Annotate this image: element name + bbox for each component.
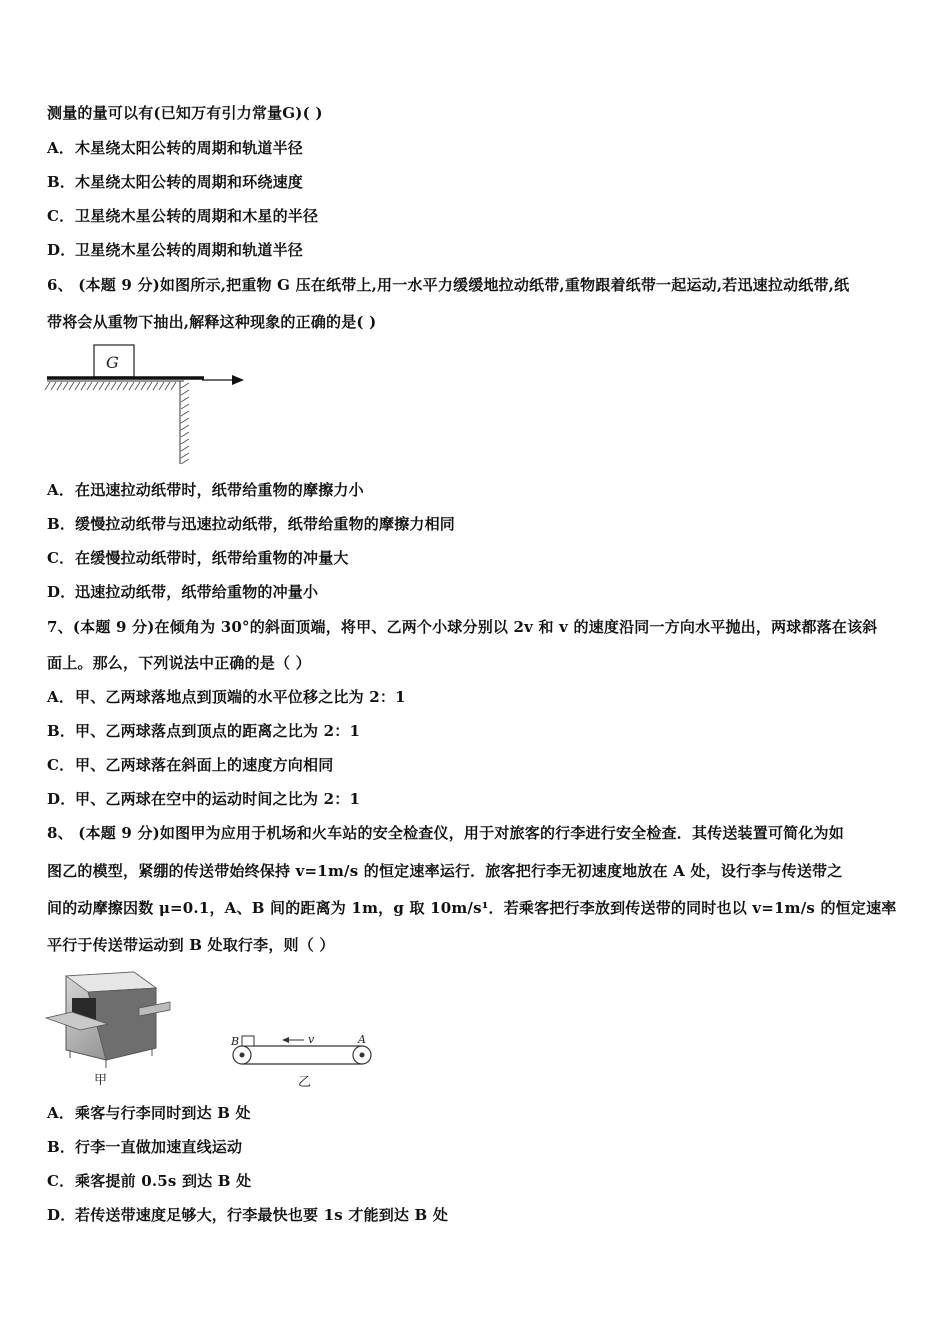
right-roller-axle	[360, 1053, 365, 1058]
option-text: 甲、乙两球落地点到顶端的水平位移之比为 2：1	[75, 688, 406, 706]
q6-figure-paper-strip	[44, 340, 254, 468]
q8-option-b	[47, 1136, 242, 1157]
q5-option-c	[47, 205, 318, 226]
luggage-box	[242, 1036, 254, 1046]
q7-option-d	[47, 788, 360, 809]
option-letter: B．	[47, 722, 76, 740]
q7-option-c	[47, 754, 333, 775]
option-letter: B．	[47, 1138, 76, 1156]
option-letter: C．	[47, 756, 75, 774]
pull-arrow-head	[232, 375, 244, 385]
option-letter: C．	[47, 207, 75, 225]
option-text: 在迅速拉动纸带时，纸带给重物的摩擦力小	[75, 481, 364, 499]
option-text: 卫星绕木星公转的周期和木星的半径	[75, 207, 319, 225]
q6-stem-line2: 带将会从重物下抽出,解释这种现象的正确的是( )	[47, 313, 377, 331]
option-letter: D．	[47, 1206, 76, 1224]
option-letter: B．	[47, 173, 76, 191]
option-text: 乘客与行李同时到达 B 处	[75, 1104, 251, 1122]
q6-option-a	[47, 479, 364, 500]
option-text: 行李一直做加速直线运动	[75, 1138, 243, 1156]
option-letter: C．	[47, 1172, 75, 1190]
q5-option-d	[47, 239, 303, 260]
option-letter: D．	[47, 790, 76, 808]
q8-option-d	[47, 1204, 448, 1225]
q6-stem-line1: 6、 (本题 9 分)如图所示,把重物 G 压在纸带上,用一水平力缓缓地拉动纸带,重物跟着纸带一起运动,若迅速拉动纸带,纸	[47, 276, 850, 294]
fig-jia-label: 甲	[94, 1073, 108, 1088]
velocity-arrow-head	[282, 1037, 289, 1043]
option-text: 缓慢拉动纸带与迅速拉动纸带，纸带给重物的摩擦力相同	[75, 515, 456, 533]
table-edge-hatch	[181, 383, 189, 464]
q8-figure-yi-conveyor	[228, 1028, 378, 1092]
q7-option-a	[47, 686, 406, 707]
option-letter: A．	[47, 481, 75, 499]
option-letter: B．	[47, 515, 76, 533]
q7-stem-line2: 面上。那么，下列说法中正确的是（ ）	[47, 654, 311, 672]
q5-option-b	[47, 171, 303, 192]
option-text: 若传送带速度足够大，行李最快也要 1s 才能到达 B 处	[75, 1206, 449, 1224]
option-letter: A．	[47, 139, 75, 157]
q8-stem-line4: 平行于传送带运动到 B 处取行李，则（ ）	[47, 936, 335, 954]
q6-option-c	[47, 547, 349, 568]
q8-stem-line3: 间的动摩擦因数 μ=0.1，A、B 间的距离为 1m，g 取 10m/s¹．若乘客把行李放到传送带的同时也以 v=1m/s 的恒定速率	[47, 899, 897, 917]
q8-stem-line2: 图乙的模型，紧绷的传送带始终保持 v=1m/s 的恒定速率运行．旅客把行李无初速度地放在 A 处，设行李与传送带之	[47, 862, 843, 880]
q7-stem-line1: 7、(本题 9 分)在倾角为 30°的斜面顶端，将甲、乙两个小球分别以 2v 和 v 的速度沿同一方向水平抛出，两球都落在该斜	[47, 618, 878, 636]
option-text: 迅速拉动纸带，纸带给重物的冲量小	[75, 583, 319, 601]
option-letter: A．	[47, 688, 75, 706]
option-text: 卫星绕木星公转的周期和轨道半径	[75, 241, 304, 259]
weight-label: G	[106, 353, 119, 372]
point-a-label: A	[358, 1033, 366, 1046]
q5-option-a	[47, 137, 303, 158]
velocity-label: v	[308, 1033, 315, 1046]
q8-option-c	[47, 1170, 251, 1191]
option-text: 在缓慢拉动纸带时，纸带给重物的冲量大	[75, 549, 349, 567]
q5-stem: 测量的量可以有(已知万有引力常量G)( )	[47, 104, 323, 122]
q7-option-b	[47, 720, 360, 741]
option-letter: C．	[47, 549, 75, 567]
q8-option-a	[47, 1102, 251, 1123]
fig-yi-label: 乙	[298, 1075, 312, 1090]
left-roller-axle	[240, 1053, 245, 1058]
option-text: 木星绕太阳公转的周期和环绕速度	[75, 173, 304, 191]
q6-option-b	[47, 513, 455, 534]
scanner-machine	[46, 972, 170, 1068]
option-text: 甲、乙两球落在斜面上的速度方向相同	[75, 756, 334, 774]
point-b-label: B	[231, 1035, 240, 1048]
option-text: 甲、乙两球在空中的运动时间之比为 2：1	[75, 790, 361, 808]
option-letter: A．	[47, 1104, 75, 1122]
option-text: 木星绕太阳公转的周期和轨道半径	[75, 139, 304, 157]
option-letter: D．	[47, 241, 76, 259]
q8-stem-line1: 8、 (本题 9 分)如图甲为应用于机场和火车站的安全检查仪，用于对旅客的行李进行安全检查．其传送装置可简化为如	[47, 824, 844, 842]
q6-option-d	[47, 581, 318, 602]
q8-figure-jia-scanner	[44, 968, 174, 1090]
table-hatch	[45, 382, 176, 390]
option-letter: D．	[47, 583, 76, 601]
option-text: 乘客提前 0.5s 到达 B 处	[75, 1172, 252, 1190]
option-text: 甲、乙两球落点到顶点的距离之比为 2：1	[75, 722, 361, 740]
